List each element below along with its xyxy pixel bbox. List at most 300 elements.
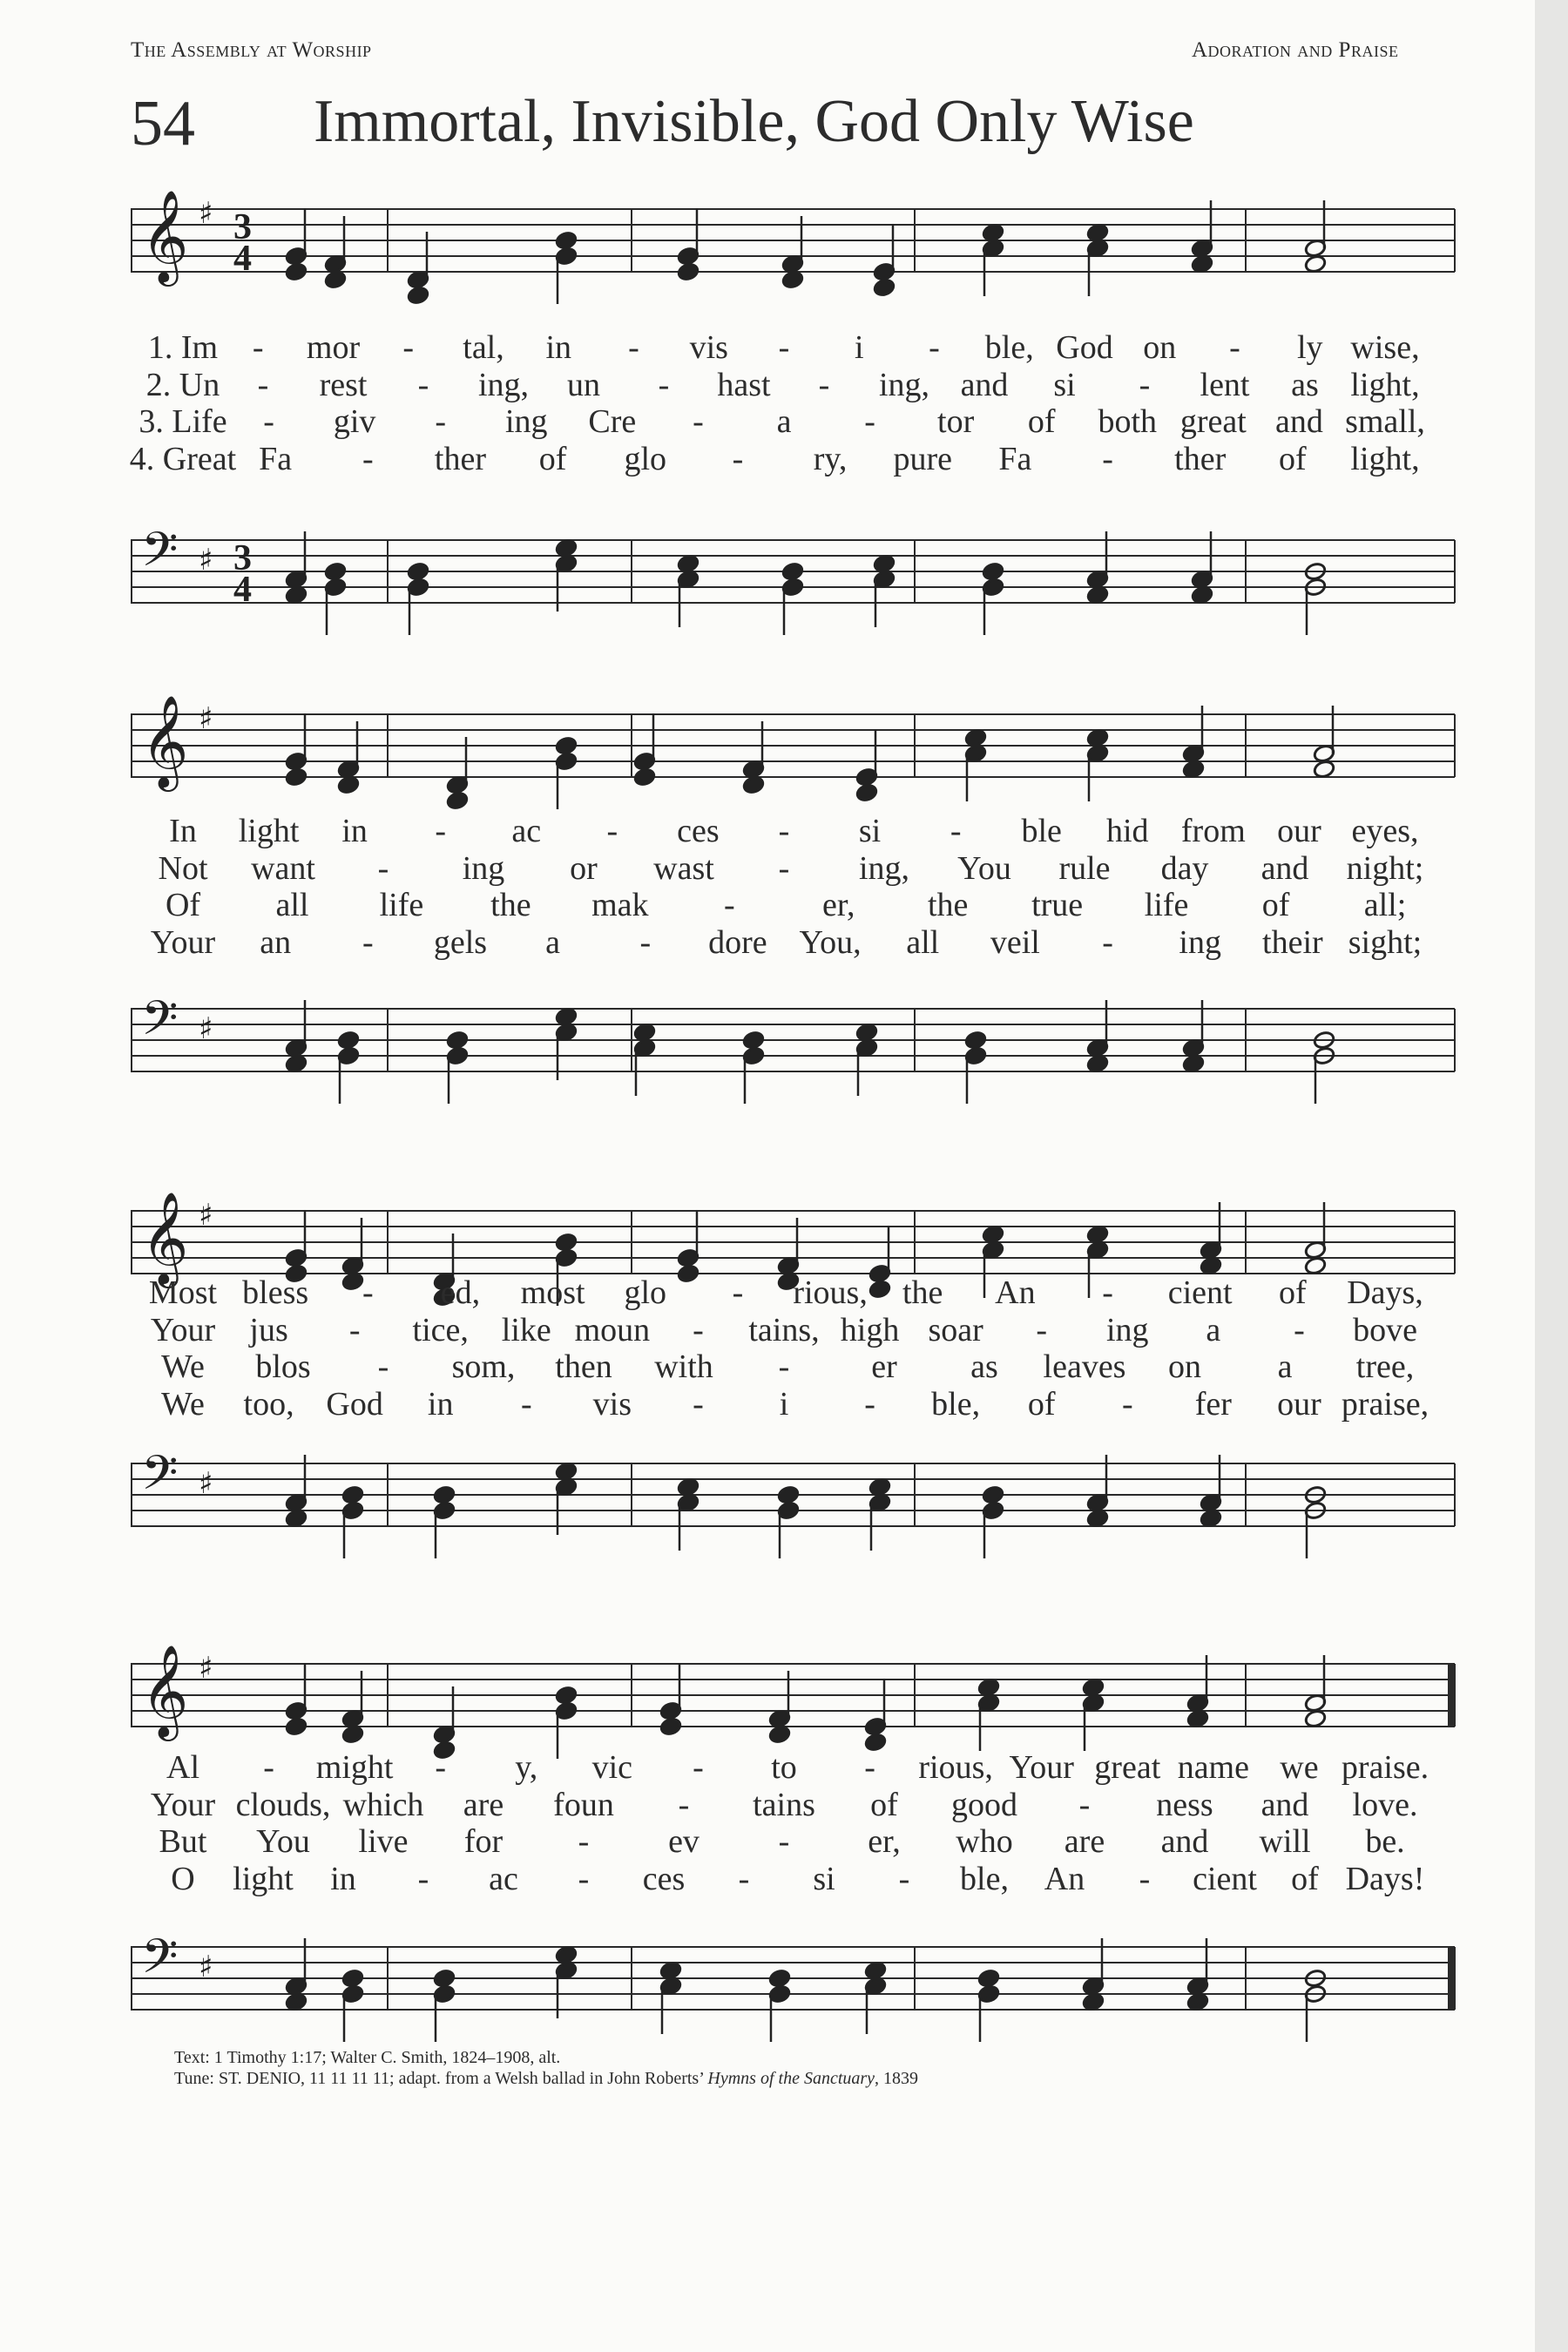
note-head	[633, 1023, 656, 1043]
lyric-syllable: with	[654, 1348, 713, 1385]
syllable-hyphen: -	[1078, 1786, 1091, 1823]
lyric-syllable: si	[1053, 366, 1076, 403]
lyric-syllable: 3. Life	[139, 403, 227, 440]
note-head	[1304, 1709, 1327, 1729]
bass-clef-icon: 𝄢	[141, 990, 179, 1058]
lyric-syllable: in	[545, 329, 572, 366]
note-head	[1086, 1509, 1109, 1529]
lyric-syllable: hast	[717, 366, 771, 403]
verse-line	[131, 403, 1455, 441]
bass-clef-icon: 𝄢	[141, 1445, 179, 1512]
verse-line	[131, 1348, 1455, 1386]
syllable-hyphen: -	[778, 849, 790, 887]
lyric-syllable: the	[927, 887, 969, 923]
lyric-syllable: of	[1027, 403, 1056, 440]
note-head	[1191, 254, 1213, 274]
lyric-syllable: on	[1143, 329, 1177, 366]
lyric-syllable: We	[161, 1385, 205, 1423]
note-head	[324, 270, 347, 290]
lyric-syllable: for	[463, 1823, 504, 1860]
lyric-syllable: fer	[1194, 1385, 1232, 1423]
time-signature-top: 3	[233, 538, 252, 578]
note-head	[982, 223, 1004, 243]
lyric-syllable: jus	[249, 1311, 288, 1348]
lyric-syllable: which	[342, 1786, 424, 1823]
syllable-hyphen: -	[520, 1385, 532, 1423]
lyric-syllable: wise,	[1350, 329, 1420, 366]
lyric-syllable: vic	[591, 1749, 633, 1786]
lyric-syllable: all;	[1363, 887, 1407, 923]
lyric-syllable: 1. Im	[147, 329, 219, 366]
syllable-hyphen: -	[778, 1348, 790, 1385]
syllable-hyphen: -	[578, 1860, 590, 1897]
lyric-syllable: Most	[148, 1274, 218, 1311]
note-head	[964, 1031, 987, 1051]
lyric-syllable: an	[260, 923, 292, 961]
key-signature-sharp-icon: ♯	[199, 543, 213, 578]
verse-line	[131, 1312, 1455, 1349]
lyric-syllable: Your	[1009, 1749, 1074, 1786]
lyric-syllable: all	[906, 923, 940, 961]
lyrics-block	[131, 329, 1455, 477]
lyric-syllable: er,	[868, 1823, 901, 1860]
note-head	[855, 783, 878, 803]
lyric-syllable: high	[840, 1311, 900, 1348]
verse-line	[131, 887, 1455, 924]
verse-line	[131, 1274, 1455, 1312]
lyric-syllable: hid	[1106, 813, 1149, 849]
verse-line	[131, 441, 1455, 478]
lyric-syllable: their	[1262, 923, 1323, 961]
lyric-syllable: ac	[511, 813, 542, 849]
note-head	[337, 1031, 360, 1051]
syllable-hyphen: -	[864, 1749, 875, 1786]
note-head	[324, 562, 347, 582]
lyrics-block	[131, 1274, 1455, 1423]
syllable-hyphen: -	[606, 813, 618, 849]
lyric-syllable: ing	[462, 849, 505, 887]
note-head	[1086, 1054, 1109, 1074]
lyric-syllable: life	[1144, 887, 1189, 923]
lyric-syllable: rious,	[918, 1749, 993, 1786]
lyric-syllable: too,	[243, 1385, 294, 1423]
note-head	[446, 791, 469, 811]
lyric-syllable: An	[1044, 1860, 1085, 1897]
lyric-syllable: day	[1160, 849, 1209, 887]
treble-staff	[131, 157, 1455, 314]
lyric-syllable: ly	[1296, 329, 1323, 366]
syllable-hyphen: -	[778, 329, 790, 366]
lyric-syllable: praise,	[1341, 1385, 1429, 1423]
lyric-syllable: 4. Great	[129, 440, 237, 477]
lyric-syllable: might	[315, 1749, 394, 1786]
syllable-hyphen: -	[693, 1749, 704, 1786]
note-head	[742, 775, 765, 795]
syllable-hyphen: -	[864, 1385, 875, 1423]
syllable-hyphen: -	[693, 403, 704, 440]
lyric-syllable: ing	[1106, 1311, 1149, 1348]
note-head	[433, 1969, 456, 1989]
bass-clef-icon: 𝄢	[141, 1929, 179, 1996]
lyric-syllable: God	[326, 1385, 383, 1423]
lyric-syllable: or	[570, 849, 598, 887]
lyric-syllable: live	[358, 1823, 409, 1860]
lyric-syllable: all	[275, 887, 309, 923]
note-head	[677, 1477, 700, 1497]
treble-clef-icon: 𝄞	[141, 694, 189, 787]
lyric-syllable: You	[957, 849, 1011, 887]
lyric-syllable: both	[1098, 403, 1158, 440]
lyric-syllable: Al	[166, 1749, 199, 1786]
note-head	[1186, 1709, 1209, 1729]
credits	[174, 2047, 918, 2089]
lyric-syllable: our	[1277, 813, 1321, 849]
syllable-hyphen: -	[1102, 923, 1113, 961]
note-head	[1086, 585, 1109, 605]
lyric-syllable: light	[238, 813, 300, 849]
syllable-hyphen: -	[1102, 1274, 1113, 1311]
note-head	[677, 554, 700, 574]
bass-clef-icon: 𝄢	[141, 522, 179, 589]
lyric-syllable: as	[970, 1348, 998, 1385]
key-signature-sharp-icon: ♯	[199, 1198, 213, 1233]
lyric-syllable: ble,	[984, 329, 1034, 366]
lyric-syllable: life	[379, 887, 424, 923]
syllable-hyphen: -	[1294, 1311, 1305, 1348]
syllable-hyphen: -	[362, 1274, 374, 1311]
lyric-syllable: the	[902, 1274, 943, 1311]
lyric-syllable: our	[1277, 1385, 1321, 1423]
lyric-syllable: rule	[1058, 849, 1111, 887]
lyric-syllable: and	[1274, 403, 1323, 440]
lyric-syllable: ble,	[931, 1385, 981, 1423]
section-title: Adoration and Praise	[1192, 38, 1399, 62]
hymn-number: 54	[131, 88, 195, 159]
note-head	[407, 286, 429, 306]
verse-line	[131, 850, 1455, 888]
syllable-hyphen: -	[723, 887, 735, 923]
syllable-hyphen: -	[377, 1348, 389, 1385]
lyric-syllable: great	[1179, 403, 1247, 440]
note-head	[1182, 1054, 1205, 1074]
treble-clef-icon: 𝄞	[141, 1644, 189, 1737]
verse-line	[131, 329, 1455, 367]
syllable-hyphen: -	[693, 1311, 704, 1348]
note-head	[781, 562, 804, 582]
lyric-syllable: y,	[515, 1749, 538, 1786]
treble-staff	[131, 662, 1455, 819]
lyric-syllable: moun	[574, 1311, 651, 1348]
text-credit: Text: 1 Timothy 1:17; Walter C. Smith, 1824–1908, alt.	[174, 2048, 561, 2067]
lyric-syllable: glo	[624, 1274, 667, 1311]
lyric-syllable: and	[1160, 1823, 1209, 1860]
lyric-syllable: as	[1291, 366, 1319, 403]
lyric-syllable: good	[951, 1786, 1017, 1823]
lyric-syllable: we	[1280, 1749, 1319, 1786]
lyric-syllable: ces	[677, 813, 720, 849]
lyric-syllable: a	[1277, 1348, 1293, 1385]
treble-clef-icon: 𝄞	[141, 1191, 189, 1284]
note-head	[977, 1969, 1000, 1989]
syllable-hyphen: -	[377, 849, 389, 887]
lyric-syllable: bless	[242, 1274, 309, 1311]
lyric-syllable: who	[956, 1823, 1013, 1860]
key-signature-sharp-icon: ♯	[199, 1950, 213, 1984]
lyrics-block	[131, 1749, 1455, 1897]
note-head	[873, 554, 896, 574]
lyric-syllable: lent	[1200, 366, 1250, 403]
tune-credit-suffix: , 1839	[875, 2069, 919, 2088]
lyric-syllable: glo	[624, 440, 667, 477]
lyric-syllable: er,	[821, 887, 855, 923]
book-title: The Assembly at Worship	[131, 38, 372, 62]
key-signature-sharp-icon: ♯	[199, 196, 213, 231]
note-head	[285, 1509, 308, 1529]
note-head	[407, 562, 429, 582]
lyric-syllable: bove	[1353, 1311, 1417, 1348]
verse-line	[131, 1823, 1455, 1861]
lyric-syllable: a	[776, 403, 792, 440]
syllable-hyphen: -	[362, 440, 374, 477]
note-head	[977, 1678, 1000, 1698]
syllable-hyphen: -	[864, 403, 875, 440]
lyric-syllable: in	[341, 813, 368, 849]
final-bar-line	[1448, 1664, 1455, 1727]
note-head	[1086, 223, 1109, 243]
lyric-syllable: be.	[1365, 1823, 1405, 1860]
lyric-syllable: ble	[1021, 813, 1062, 849]
lyric-syllable: then	[555, 1348, 612, 1385]
lyric-syllable: ing,	[858, 849, 910, 887]
lyric-syllable: Not	[158, 849, 208, 887]
bass-staff	[131, 956, 1455, 1113]
note-head	[285, 1054, 308, 1074]
syllable-hyphen: -	[678, 1786, 690, 1823]
lyric-syllable: gels	[433, 923, 488, 961]
note-head	[1191, 585, 1213, 605]
syllable-hyphen: -	[252, 329, 264, 366]
syllable-hyphen: -	[257, 366, 269, 403]
tune-credit-prefix: Tune: ST. DENIO, 11 11 11 11; adapt. from a Welsh ballad in John Roberts’	[174, 2069, 704, 2088]
note-head	[555, 736, 578, 756]
lyric-syllable: Days,	[1347, 1274, 1423, 1311]
syllable-hyphen: -	[628, 329, 639, 366]
note-head	[768, 1725, 791, 1745]
treble-clef-icon: 𝄞	[141, 189, 189, 282]
syllable-hyphen: -	[1139, 1860, 1151, 1897]
lyric-syllable: on	[1168, 1348, 1201, 1385]
lyric-syllable: i	[779, 1385, 789, 1423]
syllable-hyphen: -	[1229, 329, 1240, 366]
syllable-hyphen: -	[950, 813, 962, 849]
lyric-syllable: light	[233, 1860, 294, 1897]
lyric-syllable: and	[1260, 849, 1309, 887]
lyric-syllable: Of	[165, 887, 201, 923]
treble-staff	[131, 1612, 1455, 1768]
verse-line	[131, 367, 1455, 404]
note-head	[446, 1031, 469, 1051]
note-head	[1200, 1509, 1222, 1529]
lyric-syllable: vis	[689, 329, 728, 366]
syllable-hyphen: -	[263, 403, 274, 440]
lyric-syllable: ther	[1174, 440, 1227, 477]
note-head	[555, 1007, 578, 1027]
lyric-syllable: name	[1177, 1749, 1249, 1786]
lyric-syllable: si	[858, 813, 882, 849]
lyric-syllable: pure	[893, 440, 952, 477]
lyric-syllable: rious,	[793, 1274, 868, 1311]
lyric-syllable: er	[871, 1348, 897, 1385]
note-head	[285, 262, 308, 282]
lyric-syllable: But	[159, 1823, 207, 1860]
lyric-syllable: want	[251, 849, 315, 887]
note-head	[982, 1225, 1004, 1245]
note-head	[433, 1485, 456, 1505]
lyric-syllable: cient	[1193, 1860, 1257, 1897]
key-signature-sharp-icon: ♯	[199, 1011, 213, 1046]
lyric-syllable: O	[171, 1860, 195, 1897]
lyric-syllable: love.	[1352, 1786, 1418, 1823]
note-head	[337, 775, 360, 795]
time-signature-top: 3	[233, 207, 252, 247]
lyric-syllable: ing	[505, 403, 548, 440]
lyric-syllable: ing,	[878, 366, 930, 403]
lyric-syllable: ac	[489, 1860, 518, 1897]
syllable-hyphen: -	[362, 923, 374, 961]
note-head	[864, 1961, 887, 1981]
syllable-hyphen: -	[417, 366, 429, 403]
lyric-syllable: som,	[451, 1348, 516, 1385]
syllable-hyphen: -	[929, 329, 940, 366]
syllable-hyphen: -	[435, 403, 447, 440]
lyric-syllable: mak	[591, 887, 649, 923]
note-head	[341, 1969, 364, 1989]
hymn-title: Immortal, Invisible, God Only Wise	[314, 88, 1194, 155]
syllable-hyphen: -	[738, 1860, 750, 1897]
key-signature-sharp-icon: ♯	[199, 1466, 213, 1501]
lyric-syllable: mor	[306, 329, 361, 366]
note-head	[1304, 1256, 1327, 1276]
note-head	[555, 1945, 578, 1965]
lyric-syllable: An	[995, 1274, 1036, 1311]
key-signature-sharp-icon: ♯	[199, 1651, 213, 1686]
note-head	[873, 278, 896, 298]
lyric-syllable: night;	[1346, 849, 1424, 887]
syllable-hyphen: -	[1102, 440, 1113, 477]
lyric-syllable: leaves	[1043, 1348, 1126, 1385]
lyric-syllable: God	[1056, 329, 1113, 366]
note-head	[868, 1477, 891, 1497]
note-head	[285, 1717, 308, 1737]
note-head	[982, 1485, 1004, 1505]
syllable-hyphen: -	[348, 1311, 361, 1348]
lyric-syllable: of	[1027, 1385, 1056, 1423]
tune-credit	[174, 2068, 918, 2089]
lyric-syllable: light,	[1350, 440, 1420, 477]
note-head	[1200, 1256, 1222, 1276]
lyric-syllable: of	[1291, 1860, 1319, 1897]
tune-credit-title: Hymns of the Sanctuary	[707, 2069, 875, 2088]
note-head	[855, 1023, 878, 1043]
lyric-syllable: eyes,	[1351, 813, 1419, 849]
lyric-syllable: true	[1031, 887, 1084, 923]
note-head	[341, 1725, 364, 1745]
lyric-syllable: Your	[150, 1311, 216, 1348]
note-head	[659, 1961, 682, 1981]
lyrics-block	[131, 813, 1455, 961]
note-head	[1182, 760, 1205, 780]
lyric-syllable: i	[854, 329, 864, 366]
syllable-hyphen: -	[435, 1749, 447, 1786]
lyric-syllable: foun	[553, 1786, 614, 1823]
syllable-hyphen: -	[778, 1823, 790, 1860]
lyric-syllable: tal,	[463, 329, 504, 366]
lyric-syllable: are	[1064, 1823, 1105, 1860]
lyric-syllable: clouds,	[235, 1786, 331, 1823]
note-head	[285, 585, 308, 605]
syllable-hyphen: -	[693, 1385, 704, 1423]
lyric-syllable: ces	[642, 1860, 686, 1897]
key-signature-sharp-icon: ♯	[199, 701, 213, 736]
lyric-syllable: Cre	[588, 403, 637, 440]
lyric-syllable: rest	[319, 366, 368, 403]
note-head	[964, 728, 987, 748]
syllable-hyphen: -	[578, 1823, 590, 1860]
lyric-syllable: of	[870, 1786, 898, 1823]
syllable-hyphen: -	[435, 813, 447, 849]
lyric-syllable: of	[538, 440, 567, 477]
note-head	[555, 231, 578, 251]
lyric-syllable: cient	[1167, 1274, 1233, 1311]
lyric-syllable: of	[1261, 887, 1290, 923]
lyric-syllable: sight;	[1348, 923, 1423, 961]
syllable-hyphen: -	[639, 923, 652, 961]
lyric-syllable: tor	[937, 403, 975, 440]
lyric-syllable: In	[169, 813, 197, 849]
lyric-syllable: ev	[668, 1823, 700, 1860]
note-head	[1082, 1992, 1105, 2012]
lyric-syllable: to	[771, 1749, 797, 1786]
syllable-hyphen: -	[898, 1860, 910, 1897]
lyric-syllable: small,	[1345, 403, 1425, 440]
lyric-syllable: of	[1279, 1274, 1307, 1311]
syllable-hyphen: -	[402, 329, 415, 366]
syllable-hyphen: -	[263, 1749, 274, 1786]
lyric-syllable: ing	[1179, 923, 1221, 961]
note-head	[555, 1462, 578, 1482]
lyric-syllable: ed,	[440, 1274, 481, 1311]
lyric-syllable: of	[1279, 440, 1307, 477]
lyric-syllable: in	[330, 1860, 356, 1897]
lyric-syllable: great	[1094, 1749, 1161, 1786]
lyric-syllable: most	[520, 1274, 585, 1311]
syllable-hyphen: -	[417, 1860, 429, 1897]
note-head	[659, 1717, 682, 1737]
lyric-syllable: from	[1180, 813, 1246, 849]
note-head	[555, 1686, 578, 1706]
lyric-syllable: tains,	[748, 1311, 820, 1348]
lyric-syllable: veil	[990, 923, 1040, 961]
lyric-syllable: vis	[592, 1385, 632, 1423]
lyric-syllable: a	[545, 923, 561, 961]
syllable-hyphen: -	[732, 1274, 744, 1311]
lyric-syllable: ness	[1156, 1786, 1213, 1823]
lyric-syllable: ing,	[477, 366, 530, 403]
lyric-syllable: dore	[708, 923, 767, 961]
verse-line	[131, 1787, 1455, 1824]
note-head	[555, 1233, 578, 1253]
lyric-syllable: blos	[255, 1348, 311, 1385]
